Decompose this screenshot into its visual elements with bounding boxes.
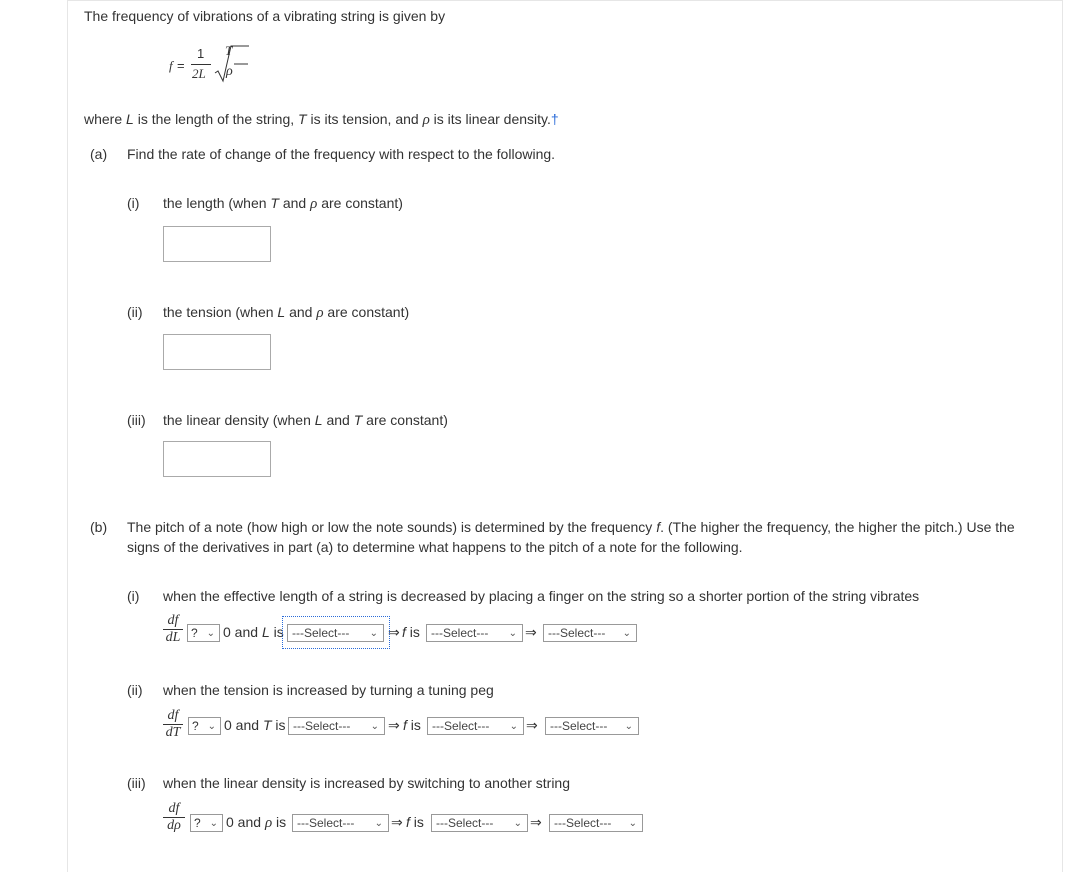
b-ii-label: (ii) <box>127 682 143 698</box>
frac-den: dL <box>163 629 183 646</box>
chevron-down-icon: ⌄ <box>206 628 215 639</box>
change-select-b-i[interactable]: ---Select--- ⌄ <box>287 624 384 642</box>
where-line <box>84 111 559 129</box>
implies-arrow-icon: ⇒ <box>388 717 400 733</box>
pitch-select-b-ii[interactable]: ---Select--- ⌄ <box>545 717 639 735</box>
b-ii-f-is: f is <box>403 717 421 733</box>
b-i-label: (i) <box>127 588 140 604</box>
b-i-f-is: f is <box>402 624 420 640</box>
part-b-text-line2: signs of the derivatives in part (a) to determine what happens to the pitch of a note for the following. <box>127 539 743 555</box>
b-iii-zero-and: 0 and ρ is <box>226 814 287 831</box>
chevron-down-icon: ⌄ <box>209 818 218 829</box>
b-iii-text: when the linear density is increased by switching to another string <box>163 775 570 791</box>
sign-select-b-i[interactable]: ? ⌄ <box>187 624 220 642</box>
radical-numerator: T <box>225 43 233 58</box>
derivative-df-drho <box>163 801 185 834</box>
implies-arrow-icon: ⇒ <box>388 624 400 640</box>
answer-input-tension[interactable] <box>163 334 271 370</box>
part-b-label: (b) <box>90 519 108 535</box>
content-panel <box>67 0 1063 872</box>
formula-f: f <box>169 58 173 73</box>
implies-arrow-icon: ⇒ <box>391 814 403 830</box>
chevron-down-icon: ⌄ <box>628 818 637 829</box>
part-a-label: (a) <box>90 146 108 162</box>
a-ii-text: the tension (when L and ρ are constant) <box>163 304 410 321</box>
where-mid2: is its tension, and <box>306 111 423 127</box>
a-i-label: (i) <box>127 195 140 211</box>
a-ii-label: (ii) <box>127 304 143 320</box>
chevron-down-icon: ⌄ <box>509 721 518 732</box>
radical-denominator: ρ <box>226 64 233 79</box>
implies-arrow-icon: ⇒ <box>525 624 537 640</box>
implies-arrow-icon: ⇒ <box>530 814 542 830</box>
chevron-down-icon: ⌄ <box>374 818 383 829</box>
intro-text: The frequency of vibrations of a vibrating string is given by <box>84 8 446 24</box>
b-i-zero-and: 0 and L is <box>223 624 284 640</box>
sign-select-b-ii[interactable]: ? ⌄ <box>188 717 221 735</box>
where-mid1: is the length of the string, <box>133 111 299 127</box>
a-iii-label: (iii) <box>127 412 146 428</box>
derivative-df-dT <box>163 708 183 741</box>
var-L: L <box>126 111 134 127</box>
formula-equals: = <box>177 58 185 73</box>
change-select-b-iii[interactable]: ---Select--- ⌄ <box>292 814 389 832</box>
var-rho: ρ <box>422 112 430 128</box>
pitch-select-b-iii[interactable]: ---Select--- ⌄ <box>549 814 643 832</box>
frac-den: dT <box>163 724 183 741</box>
pitch-select-b-i[interactable]: ---Select--- ⌄ <box>543 624 637 642</box>
chevron-down-icon: ⌄ <box>513 818 522 829</box>
frac-num: df <box>168 801 180 816</box>
frequency-select-b-ii[interactable]: ---Select--- ⌄ <box>427 717 524 735</box>
b-iii-label: (iii) <box>127 775 146 791</box>
chevron-down-icon: ⌄ <box>622 628 631 639</box>
part-b-text-line1: The pitch of a note (how high or low the note sounds) is determined by the frequency f. (The higher the frequency, the higher the pitch.) Use the <box>127 519 1015 535</box>
formula-fraction-bar <box>191 64 211 65</box>
chevron-down-icon: ⌄ <box>624 721 633 732</box>
b-i-text: when the effective length of a string is decreased by placing a finger on the string so a shorter portion of the string vibrates <box>163 588 920 604</box>
b-ii-text: when the tension is increased by turning a tuning peg <box>163 682 494 698</box>
frac-num: df <box>167 613 179 628</box>
derivative-df-dL <box>163 613 183 646</box>
frac-num: df <box>167 708 179 723</box>
frequency-select-b-iii[interactable]: ---Select--- ⌄ <box>431 814 528 832</box>
where-pre: where <box>84 111 127 127</box>
chevron-down-icon: ⌄ <box>370 721 379 732</box>
where-mid3: is its linear density. <box>429 111 551 127</box>
formula-numerator: 1 <box>197 46 205 61</box>
answer-input-density[interactable] <box>163 441 271 477</box>
chevron-down-icon: ⌄ <box>508 628 517 639</box>
formula-denominator: 2L <box>192 66 206 81</box>
frequency-select-b-i[interactable]: ---Select--- ⌄ <box>426 624 523 642</box>
sign-select-b-iii[interactable]: ? ⌄ <box>190 814 223 832</box>
implies-arrow-icon: ⇒ <box>526 717 538 733</box>
footnote-dagger-link[interactable]: † <box>550 111 559 127</box>
answer-input-length[interactable] <box>163 226 271 262</box>
b-iii-f-is: f is <box>406 814 424 830</box>
a-i-text: the length (when T and ρ are constant) <box>163 195 403 212</box>
frac-den: dρ <box>163 817 185 834</box>
part-a-text: Find the rate of change of the frequency with respect to the following. <box>127 146 556 162</box>
chevron-down-icon: ⌄ <box>369 628 378 639</box>
a-iii-text: the linear density (when L and T are constant) <box>163 412 448 428</box>
b-ii-zero-and: 0 and T is <box>224 717 286 733</box>
var-T: T <box>298 111 307 127</box>
change-select-b-ii[interactable]: ---Select--- ⌄ <box>288 717 385 735</box>
chevron-down-icon: ⌄ <box>207 721 216 732</box>
